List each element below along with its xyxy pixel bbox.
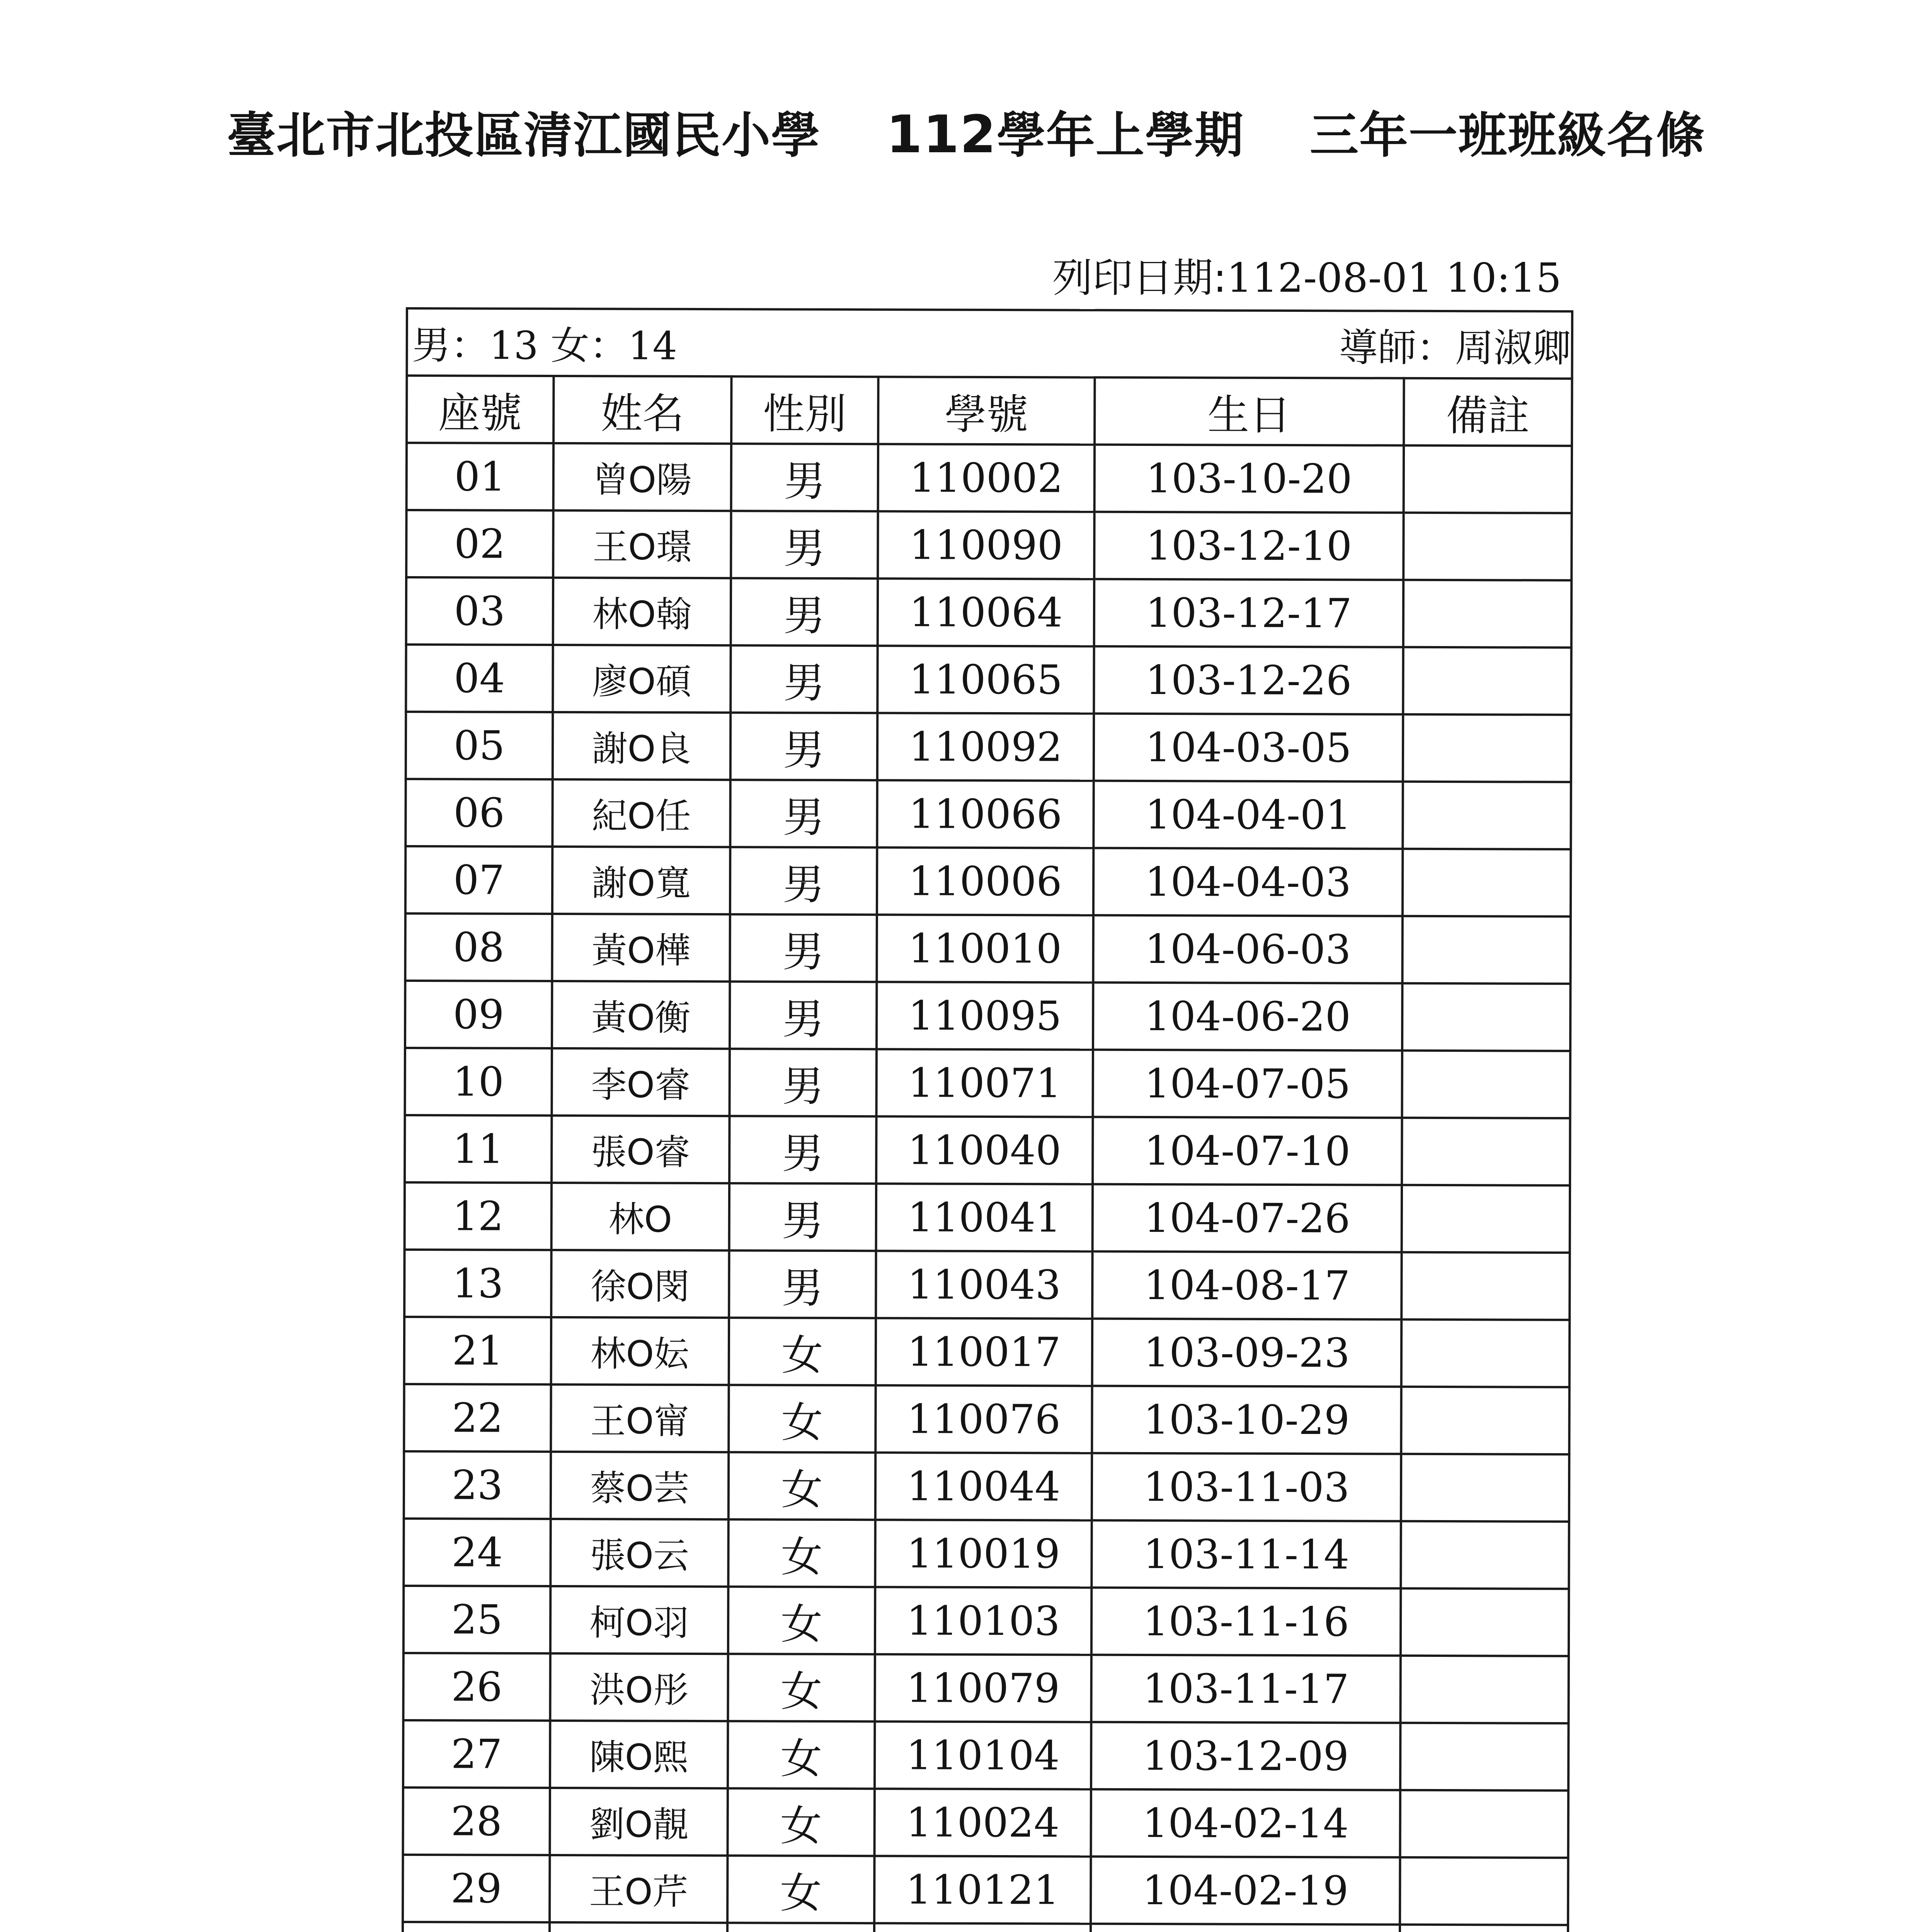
cell-student-name: 洪O彤 (550, 1653, 728, 1721)
cell-student-id: 110071 (877, 1049, 1093, 1117)
cell-note (1401, 1454, 1569, 1522)
cell-birthday: 104-07-10 (1093, 1117, 1402, 1185)
cell-student-id: 110103 (875, 1587, 1091, 1655)
cell-gender: 女 (728, 1788, 875, 1856)
table-row (406, 645, 1571, 715)
cell-student-name: 林O妘 (551, 1317, 729, 1385)
cell-gender (727, 1923, 874, 1932)
cell-gender: 男 (730, 914, 877, 982)
table-row (404, 1384, 1569, 1454)
cell-birthday: 103-12-26 (1094, 646, 1403, 714)
table-row (403, 1653, 1568, 1723)
cell-student-name: 王O甯 (551, 1384, 729, 1452)
cell-birthday: 103-11-14 (1091, 1520, 1401, 1588)
cell-birthday: 104-04-03 (1093, 848, 1403, 916)
cell-note (1402, 1185, 1570, 1253)
cell-student-id: 110010 (877, 915, 1093, 982)
cell-gender: 女 (728, 1654, 875, 1721)
cell-student-id: 110040 (876, 1116, 1093, 1184)
cell-birthday: 103-12-17 (1094, 579, 1403, 647)
cell-seat-number: 08 (405, 913, 552, 981)
cell-seat-number: 22 (404, 1384, 551, 1452)
cell-student-name: 林O (552, 1183, 729, 1250)
cell-student-id: 110064 (878, 578, 1094, 646)
col-header-name: 姓名 (553, 376, 731, 444)
cell-note (1402, 1118, 1570, 1185)
cell-student-id: 110024 (875, 1789, 1091, 1856)
print-date-label: 列印日期: (1052, 254, 1227, 301)
col-header-id: 學號 (878, 377, 1095, 444)
teacher-label: 導師： (1339, 325, 1455, 371)
cell-gender: 女 (729, 1452, 875, 1520)
cell-birthday: 103-10-20 (1095, 445, 1404, 513)
table-row (403, 1787, 1568, 1858)
cell-student-name: 張O睿 (552, 1116, 729, 1183)
class-roster-table (401, 307, 1573, 1932)
table-row (403, 1720, 1568, 1791)
cell-student-name: 劉O靚 (550, 1788, 728, 1855)
cell-student-name: 黃O衡 (552, 981, 730, 1049)
cell-student-name: 謝O寬 (552, 847, 730, 914)
table-row (404, 1250, 1570, 1320)
cell-student-name: 廖O碩 (553, 645, 730, 713)
cell-seat-number: 13 (404, 1250, 551, 1317)
cell-student-id: 110041 (876, 1184, 1093, 1251)
cell-note (1401, 1387, 1569, 1454)
cell-gender: 男 (729, 1183, 876, 1251)
cell-seat-number: 07 (405, 846, 552, 914)
cell-seat-number (403, 1922, 550, 1932)
cell-seat-number: 04 (406, 645, 553, 712)
cell-gender: 男 (729, 1116, 876, 1184)
cell-seat-number: 01 (407, 443, 553, 510)
cell-note (1401, 1320, 1570, 1387)
cell-seat-number: 21 (404, 1317, 551, 1384)
female-label: 女： (550, 323, 628, 369)
title-semester: 學年上學期 (996, 107, 1244, 164)
cell-note (1403, 782, 1571, 849)
cell-birthday: 103-11-03 (1092, 1453, 1401, 1521)
cell-student-id: 110002 (878, 444, 1095, 512)
cell-gender: 男 (730, 847, 877, 915)
cell-birthday: 104-07-05 (1093, 1050, 1402, 1118)
cell-note (1400, 1656, 1568, 1723)
col-header-seat: 座號 (407, 376, 553, 443)
table-row (406, 712, 1571, 782)
cell-student-name: 徐O閔 (551, 1250, 729, 1318)
title-class: 三年一班班級名條 (1309, 107, 1706, 164)
cell-note (1402, 916, 1570, 984)
col-header-birthday: 生日 (1095, 378, 1404, 446)
table-row (406, 577, 1571, 648)
title-year: 112 (886, 104, 997, 165)
male-label: 男： (412, 323, 489, 368)
cell-note (1401, 1252, 1570, 1320)
cell-student-name: 謝O良 (553, 712, 730, 780)
table-row (403, 1586, 1569, 1656)
cell-student-id: 110006 (877, 847, 1093, 915)
table-row (405, 779, 1571, 849)
table-row (405, 913, 1570, 984)
cell-student-id: 110065 (877, 646, 1094, 713)
cell-gender: 女 (728, 1587, 875, 1654)
teacher-info (1339, 316, 1571, 373)
cell-note (1400, 1925, 1568, 1932)
cell-seat-number: 05 (406, 712, 553, 779)
female-count: 14 (628, 323, 678, 369)
cell-seat-number: 11 (405, 1115, 552, 1183)
header-row (407, 376, 1572, 446)
cell-seat-number: 29 (403, 1855, 550, 1922)
cell-gender: 女 (729, 1318, 876, 1385)
cell-seat-number: 03 (406, 577, 553, 645)
cell-birthday: 104-06-03 (1093, 915, 1402, 983)
col-header-sex: 性別 (731, 376, 878, 444)
table-row (405, 846, 1571, 917)
gender-counts (412, 314, 678, 371)
cell-birthday: 103-11-17 (1091, 1655, 1400, 1723)
cell-seat-number: 27 (403, 1720, 550, 1788)
cell-birthday: 103-12-10 (1094, 512, 1403, 580)
cell-birthday: 104-04-01 (1093, 781, 1403, 849)
cell-note (1400, 1857, 1568, 1925)
cell-birthday: 104-02-19 (1091, 1857, 1400, 1925)
cell-student-id: 110043 (876, 1251, 1092, 1318)
table-row (403, 1519, 1569, 1589)
cell-student-name: 王O璟 (553, 510, 731, 578)
cell-seat-number: 23 (404, 1451, 551, 1519)
cell-gender: 男 (730, 981, 877, 1049)
cell-student-id: 110121 (874, 1856, 1091, 1923)
table-row (404, 1451, 1569, 1522)
cell-note (1403, 580, 1571, 648)
page-title (116, 97, 1817, 167)
cell-gender: 女 (729, 1385, 875, 1452)
table-row (403, 1855, 1568, 1925)
table-row (405, 1182, 1570, 1253)
cell-gender: 男 (731, 444, 878, 511)
cell-student-name: 張O云 (550, 1519, 728, 1587)
cell-seat-number: 09 (405, 981, 552, 1048)
cell-student-name: 王O芹 (550, 1855, 727, 1923)
cell-note (1402, 1051, 1570, 1118)
table-row (407, 443, 1572, 513)
cell-note (1403, 849, 1571, 917)
cell-birthday: 104-06-20 (1093, 983, 1402, 1051)
cell-seat-number: 28 (403, 1787, 550, 1855)
cell-student-id: 110092 (877, 713, 1094, 781)
cell-student-name: 柯O羽 (550, 1586, 728, 1654)
cell-student-id: 110066 (877, 780, 1093, 848)
cell-student-id: 110019 (875, 1520, 1091, 1587)
cell-student-id: 110104 (875, 1721, 1091, 1789)
cell-student-name: 蔡O芸 (551, 1452, 729, 1519)
print-date-value: 112-08-01 10:15 (1226, 254, 1561, 301)
cell-birthday: 103-11-16 (1091, 1588, 1401, 1656)
cell-gender: 男 (730, 713, 877, 780)
cell-gender: 男 (729, 1250, 876, 1318)
cell-birthday: 104-08-17 (1092, 1252, 1401, 1320)
cell-gender: 女 (728, 1721, 875, 1789)
table-row (405, 981, 1570, 1051)
table-row (405, 1048, 1570, 1118)
cell-birthday: 104-03-05 (1094, 714, 1403, 782)
cell-birthday: 104-07-26 (1093, 1184, 1402, 1252)
cell-gender: 男 (731, 511, 878, 578)
cell-birthday (1091, 1924, 1400, 1932)
cell-seat-number: 24 (403, 1519, 550, 1586)
cell-note (1401, 1521, 1569, 1589)
cell-student-id: 110095 (877, 982, 1093, 1049)
summary-row (407, 308, 1572, 379)
cell-gender: 女 (728, 1519, 875, 1587)
cell-student-id: 110079 (875, 1654, 1091, 1722)
cell-student-name: 黃O樺 (552, 914, 730, 981)
title-school: 臺北市北投區清江國民小學 (227, 107, 821, 164)
cell-note (1403, 714, 1571, 782)
cell-student-name: 陳O熙 (550, 1721, 728, 1788)
cell-student-name: 李O睿 (552, 1048, 730, 1116)
summary-cell (407, 308, 1572, 379)
cell-student-id: 110090 (878, 511, 1094, 579)
cell-note (1400, 1723, 1568, 1791)
cell-gender: 男 (730, 645, 877, 713)
cell-note (1404, 446, 1572, 513)
cell-gender: 女 (727, 1855, 874, 1923)
table-row (404, 1317, 1570, 1387)
cell-student-id: 110017 (876, 1318, 1092, 1386)
table-row (405, 1115, 1570, 1185)
teacher-name: 周淑卿 (1455, 325, 1571, 371)
cell-birthday: 103-09-23 (1092, 1319, 1401, 1387)
cell-note (1400, 1790, 1568, 1858)
male-count: 13 (489, 323, 539, 368)
cell-student-name: 曾O陽 (553, 443, 731, 511)
cell-note (1403, 513, 1571, 580)
cell-student-id: 110044 (875, 1452, 1092, 1520)
cell-student-name: 紀O任 (552, 779, 730, 847)
cell-seat-number: 12 (405, 1182, 552, 1250)
cell-seat-number: 26 (403, 1653, 550, 1721)
cell-seat-number: 10 (405, 1048, 552, 1116)
cell-student-id (874, 1923, 1091, 1932)
print-date (966, 245, 1561, 303)
cell-birthday: 103-10-29 (1092, 1386, 1401, 1454)
cell-gender: 男 (730, 1049, 877, 1116)
col-header-note: 備註 (1404, 378, 1572, 446)
cell-gender: 男 (730, 780, 877, 847)
cell-birthday: 104-02-14 (1091, 1789, 1400, 1857)
cell-seat-number: 06 (405, 779, 552, 847)
cell-student-id: 110076 (875, 1385, 1092, 1453)
cell-note (1401, 1588, 1569, 1656)
cell-seat-number: 02 (406, 510, 553, 578)
cell-student-name (550, 1922, 727, 1932)
cell-note (1402, 983, 1570, 1051)
table-row (406, 510, 1571, 580)
cell-note (1403, 647, 1571, 715)
cell-birthday: 103-12-09 (1091, 1722, 1400, 1790)
cell-student-name: 林O翰 (553, 578, 731, 645)
cell-gender: 男 (731, 578, 878, 646)
cell-seat-number: 25 (403, 1586, 550, 1653)
